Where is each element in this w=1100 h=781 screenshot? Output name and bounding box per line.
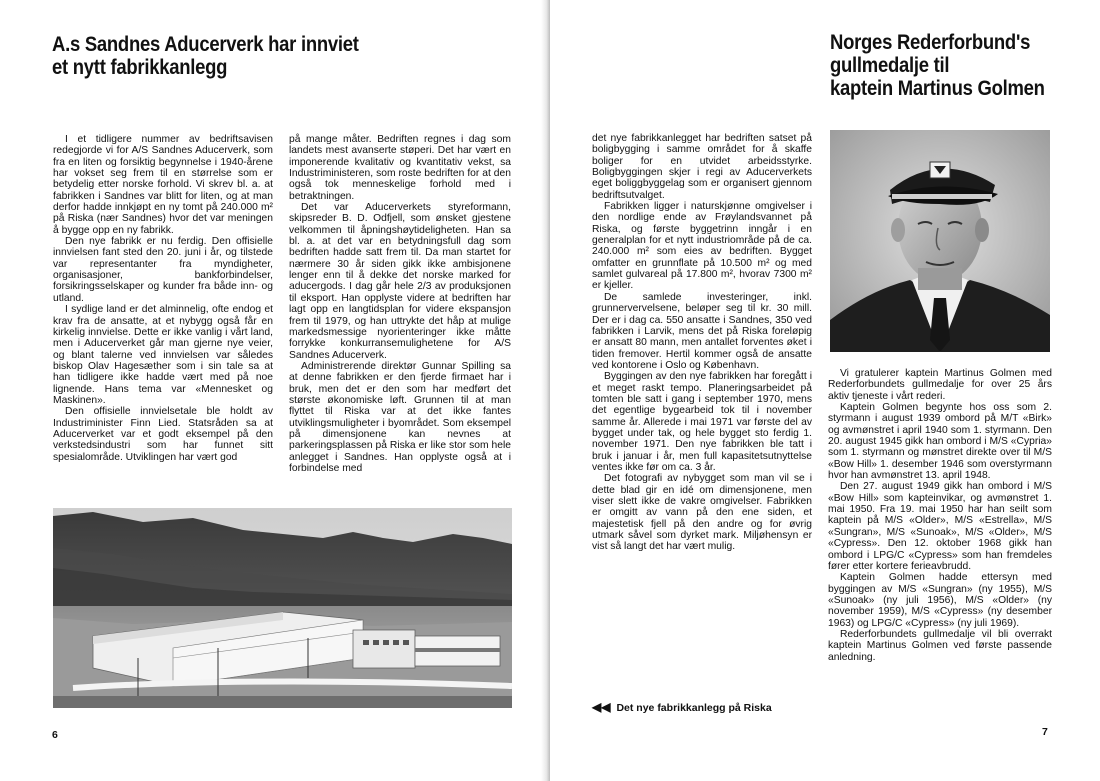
headline-line: et nytt fabrikkanlegg	[52, 56, 228, 79]
headline-line: kaptein Martinus Golmen	[830, 77, 1045, 100]
factory-photo	[53, 508, 512, 708]
factory-photo-image	[53, 508, 512, 708]
paragraph: Administrerende direktør Gunnar Spilling sa at denne fabrikken er den fjerde firmaet har i bruk, men det er den som har medført det største økonomiske løft. Grunnen til at man flyttet til Riska var at det ikke fantes utviklingsmuligheter i byområdet. Som eksempel på dimensjonene kan nevnes at parkeringsplassen på Riska er like stor som hele anlegget i Sandnes. Han opplyste også at i forbindelse med	[289, 360, 511, 474]
paragraph: Det fotografi av nybygget som man vil se i dette blad gir en idé om dimensjonene, men viser slett ikke de vakre omgivelser. Fabrikken er omgitt av vann på den ene siden, et majestetisk fjell på den andre og for øvrig utmark såvel som dyrket mark. Miljøhensyn er vist så langt det har vært mulig.	[592, 473, 812, 553]
paragraph: Vi gratulerer kaptein Martinus Golmen med Rederforbundets gullmedalje for over 25 års aktiv tjeneste i vårt rederi.	[828, 368, 1052, 402]
paragraph: det nye fabrikkanlegget har bedriften satset på boligbygging i samme området for å skaffe boliger for en utvidet arbeidsstyrke. Boligbyggingen skjer i regi av Aducerverkets eget boliggbyggelag som er organisert gjennom bedriftsutvalget.	[592, 133, 812, 201]
headline-line: A.s Sandnes Aducerverk har innviet	[52, 33, 359, 56]
paragraph: Den 27. august 1949 gikk han ombord i M/S «Bow Hill» som kapteinvikar, og avmønstret 1. mai 1950. Fra 19. mai 1950 har han seilt som kaptein på M/S «Older», M/S «Estrella», M/S «Sungran», M/S «Sunoak», M/S «Older», M/S «Cypress». Den 12. oktober 1968 gikk han ombord i LPG/C «Cypress» som han fremdeles fører etter kortere ferieavbrudd.	[828, 481, 1052, 572]
page-number: 6	[52, 729, 58, 741]
captain-portrait-image	[830, 130, 1050, 352]
paragraph: Rederforbundets gullmedalje vil bli overrakt kaptein Martinus Golmen ved første passende anledning.	[828, 628, 1052, 663]
article-headline-aducerverk	[52, 33, 359, 79]
paragraph: Den offisielle innvielsetale ble holdt av Industriminister Finn Lied. Statsråden sa at Aducerverket var et godt eksempel på den verkstedsindustri som har funnet sitt spesialområde. Utviklingen har vært god	[53, 406, 273, 463]
article-column-2	[289, 134, 511, 474]
paragraph: på mange måter. Bedriften regnes i dag som landets mest avanserte støperi. Det har vært en imponerende kvalitativ og kvantitativ vekst, sa Industriministeren, som roste bedriften for at den også tok menneskelige forhold med i betraktningen.	[289, 134, 511, 202]
article-column-1	[53, 134, 273, 463]
paragraph: Byggingen av den nye fabrikken har foregått i et meget raskt tempo. Planeringsarbeidet på tomten ble satt i gang i september 1970, mens det egentlige bygearbeid tok til i november samme år. Allerede i mai 1971 var første del av bygget under tak, og hele bygget sto ferdig 1. november 1971. Den nye fabrikken ble tatt i bruk i januar i år, men full kapasitetsutnyttelse ventes ikke før om ca. 3 år.	[592, 371, 812, 473]
paragraph: I sydlige land er det alminnelig, ofte endog et krav fra de ansatte, at et nybygg også får en kirkelig innvielse. Dette er ikke vanlig i vårt land, men i Aducerverket går man gjerne nye veier, og blant talerne ved innvielsen var således biskop Olav Hagesæther som i sin tale sa at han tidligere ikke hadde vært med på noe lignende. Hans tema var «Mennesket og Maskinen».	[53, 304, 273, 406]
paragraph: Kaptein Golmen begynte hos oss som 2. styrmann i august 1939 ombord på M/T «Birk» og avmønstret i april 1940 som 1. styrmann. Den 20. august 1945 gikk han ombord i M/S «Cypria» som 1. styrmann og mønstret direkte over til M/S «Bow Hill» 1. desember 1946 som overstyrmann hvor han avmønstret 13. april 1948.	[828, 402, 1052, 482]
portrait-photo	[830, 130, 1050, 352]
photo-caption	[592, 700, 772, 714]
double-left-arrow-icon: ◀◀	[592, 700, 611, 714]
article-column-continuation	[592, 133, 812, 553]
right-page	[550, 0, 1100, 781]
article-column-golmen	[828, 368, 1052, 663]
page-number: 7	[1042, 726, 1048, 738]
paragraph: Fabrikken ligger i naturskjønne omgivelser i den nordlige ende av Frøylandsvannet på Riska, og første byggetrinn inngår i en generalplan for et nytt industriområde på de ca. 240.000 m² som eies av bedriften. Bygget omfatter en grunnflate på 10.500 m² og med samlet gulvareal på 17.800 m², hvorav 7300 m² er kjeller.	[592, 201, 812, 292]
caption-text: Det nye fabrikkanlegg på Riska	[616, 702, 772, 714]
paragraph: Kaptein Golmen hadde ettersyn med byggingen av M/S «Sungran» (ny 1955), M/S «Sunoak» (ny juli 1956), M/S «Older» (ny november 1959), M/S «Cypress» (ny desember 1963) og LPG/C «Cypress» (ny juli 1969).	[828, 572, 1052, 629]
paragraph: I et tidligere nummer av bedriftsavisen redegjorde vi for A/S Sandnes Aducerverk, som fra en liten og forsiktig begynnelse i 1940-årene har vokset seg frem til en størrelse som er betydelig etter norske forhold. Vi skrev bl. a. at fabrikken i Sandnes var blitt for liten, og at man derfor hadde innkjøpt en ny tomt på 240.000 m² på Riska (nær Sandnes) hvor det var meningen å bygge opp en ny fabrikk.	[53, 134, 273, 236]
headline-line: Norges Rederforbund's	[830, 31, 1031, 54]
paragraph: De samlede investeringer, inkl. grunnervervelsene, beløper seg til kr. 30 mill. Der er i dag ca. 550 ansatte i Sandnes, 350 ved fabrikken i Larvik, mens det på Riska foreløpig er ansatt 80 mann, men antallet forventes øket i tiden fremover. Hertil kommer også de ansatte ved kontorene i Oslo og København.	[592, 291, 812, 371]
headline-line: gullmedalje til	[830, 54, 950, 77]
paragraph: Det var Aducerverkets styreformann, skipsreder B. D. Odfjell, som ønsket gjestene velkommen til åpningshøytideligheten. Han sa bl. a. at det var en betydningsfull dag som bedriften hadde satt frem til. Da man startet for nærmere 30 år siden gikk ikke ambisjonene lenger enn til å dekke det norske marked for aducergods. I dag går hele 2/3 av produksjonen til eksport. Han opplyste videre at bedriften har lagt opp en langtidsplan for videre ekspansjon frem til 1979, og han uttrykte det håp at mulige markedsmessige nyorienteringer ikke måtte forrykke konkurransemulighetene for A/S Sandnes Aducerverk.	[289, 202, 511, 361]
article-headline-golmen	[830, 31, 1045, 100]
paragraph: Den nye fabrikk er nu ferdig. Den offisielle innvielsen fant sted den 20. juni i år, og tilstede var representanter fra myndigheter, organisasjoner, bankforbindelser, forsikringsselskaper og kunder fra både inn- og utland.	[53, 236, 273, 304]
